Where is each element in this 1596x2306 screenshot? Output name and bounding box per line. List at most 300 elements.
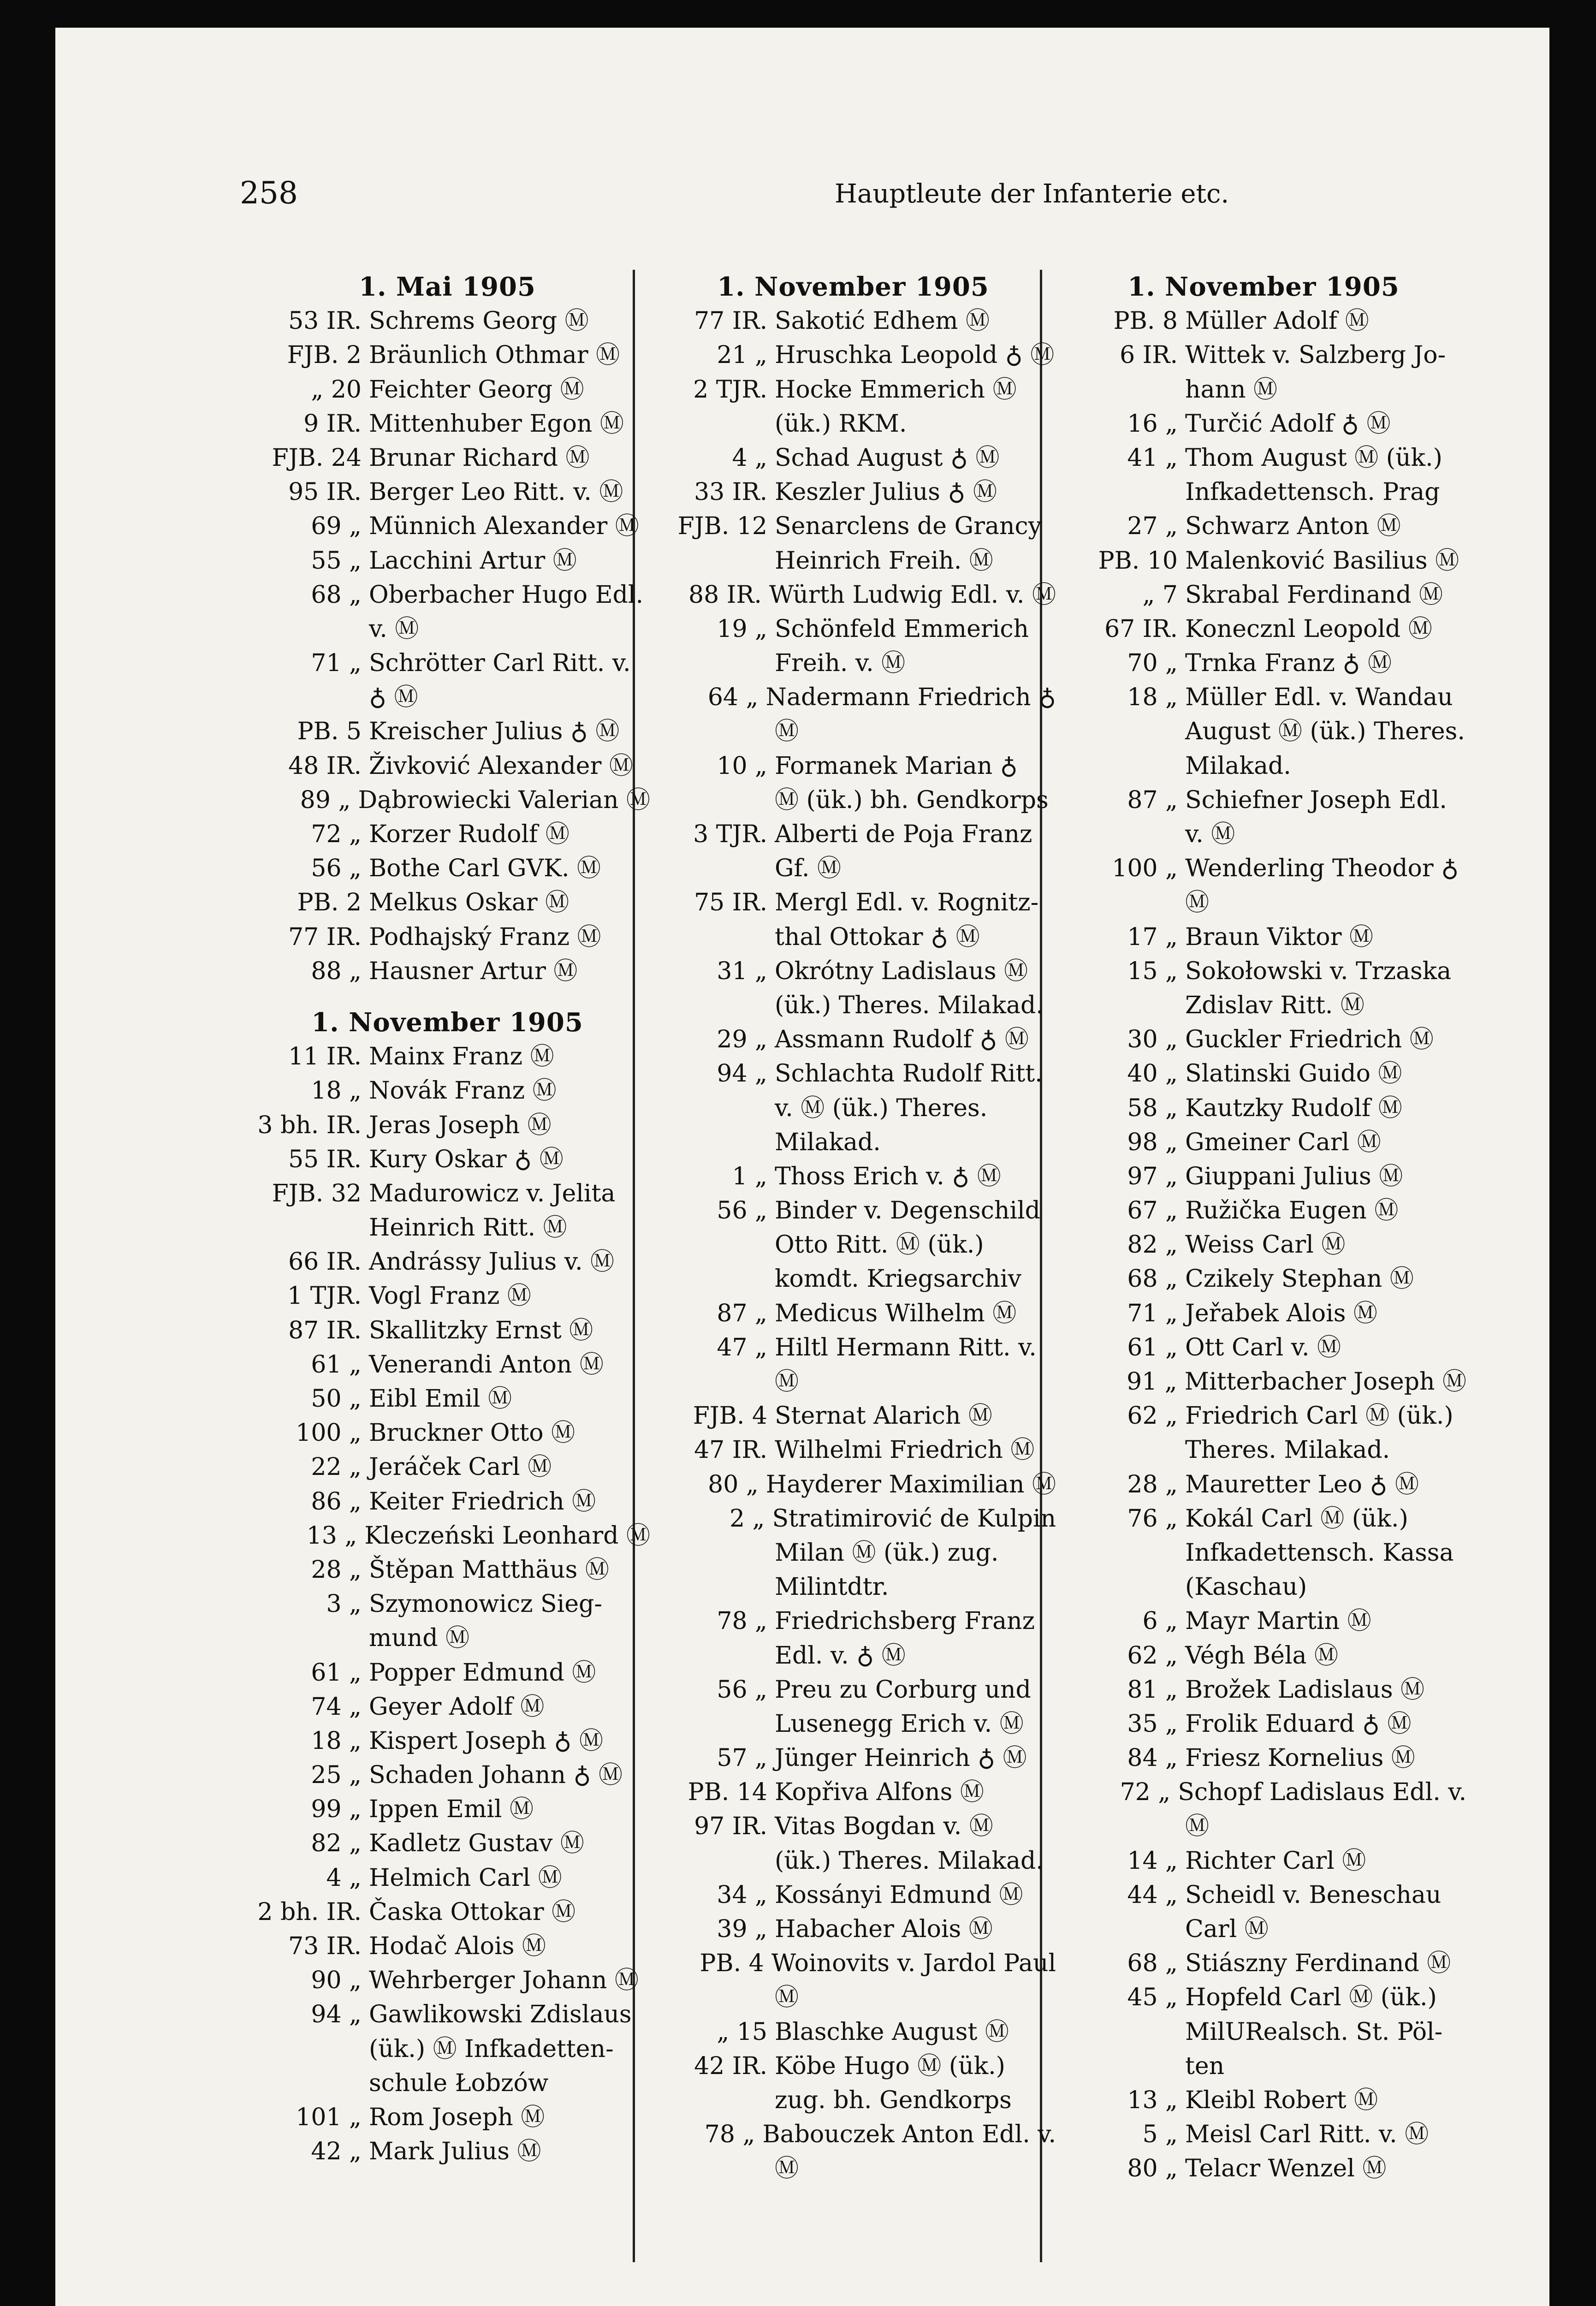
officer-entry: Thoss Erich v. ♁ Ⓜ — [775, 1162, 1001, 1190]
officer-entry: Štěpan Matthäus Ⓜ — [369, 1556, 609, 1584]
officer-entry: Živković Alexander Ⓜ — [369, 752, 633, 780]
entry-line — [240, 2100, 650, 2134]
unit-label: 42 IR. — [694, 2052, 767, 2080]
officer-entry: Würth Ludwig Edl. v. Ⓜ — [769, 581, 1056, 609]
entry-line — [646, 578, 1056, 612]
entry-line — [646, 1262, 1056, 1296]
unit-label: 68 „ — [1127, 1265, 1178, 1293]
officer-entry: Heinrich Freih. Ⓜ — [775, 547, 993, 575]
officer-entry: Popper Edmund Ⓜ — [369, 1658, 596, 1687]
unit-label: 17 „ — [1127, 923, 1178, 951]
entry-line — [1056, 1468, 1466, 1502]
officer-entry: Hopfeld Carl Ⓜ (ük.) — [1185, 1984, 1437, 2012]
officer-entry: Braun Viktor Ⓜ — [1185, 923, 1373, 951]
unit-label: 98 „ — [1127, 1128, 1178, 1156]
officer-entry: Giuppani Julius Ⓜ — [1185, 1162, 1403, 1190]
entry-line — [1056, 1741, 1466, 1775]
entry-line — [646, 1912, 1056, 1946]
officer-entry: Gmeiner Carl Ⓜ — [1185, 1128, 1381, 1156]
unit-label: 19 „ — [717, 615, 767, 643]
unit-label: 87 IR. — [288, 1316, 362, 1344]
entry-line — [646, 1809, 1056, 1843]
entry-line — [1056, 886, 1466, 920]
unit-label: 21 „ — [717, 341, 767, 369]
unit-label: 4 „ — [326, 1864, 362, 1892]
officer-entry: Ippen Emil Ⓜ — [369, 1795, 534, 1824]
unit-label: 95 IR. — [288, 478, 362, 506]
officer-entry: (ük.) Theres. Milakad. — [775, 991, 1044, 1019]
entry-line — [240, 646, 650, 680]
officer-entry: Časka Ottokar Ⓜ — [369, 1898, 576, 1926]
unit-label: 100 „ — [1112, 855, 1178, 883]
officer-entry: Telacr Wenzel Ⓜ — [1185, 2155, 1387, 2183]
officer-entry: Weiss Carl Ⓜ — [1185, 1231, 1346, 1259]
officer-entry: Melkus Oskar Ⓜ — [369, 889, 570, 917]
entry-line — [240, 1758, 650, 1792]
entry-line — [240, 1313, 650, 1348]
unit-label: 97 „ — [1127, 1162, 1178, 1190]
officer-entry: Kossányi Edmund Ⓜ — [775, 1881, 1023, 1909]
unit-label: 88 „ — [311, 957, 362, 985]
unit-label: „ 15 — [717, 2018, 767, 2046]
unit-label: 3 TJR. — [693, 820, 767, 849]
unit-label: 2 bh. IR. — [257, 1898, 362, 1926]
entry-line — [240, 407, 650, 441]
page-number: 258 — [240, 175, 298, 211]
officer-entry: Skallitzky Ernst Ⓜ — [369, 1316, 593, 1344]
entry-line — [240, 1177, 650, 1211]
entry-line — [1056, 1912, 1466, 1946]
entry-line — [240, 714, 650, 749]
entry-line — [1056, 2015, 1466, 2049]
entry-line — [240, 475, 650, 509]
unit-label: FJB. 24 — [272, 444, 362, 472]
entry-line — [646, 1878, 1056, 1912]
officer-entry: Babouczek Anton Edl. v. — [762, 2121, 1056, 2149]
running-head — [184, 175, 1444, 221]
entry-line — [240, 1587, 650, 1621]
entry-line — [646, 544, 1056, 578]
unit-label: 91 „ — [1127, 1368, 1177, 1396]
officer-entry: Friedrich Carl Ⓜ (ük.) — [1185, 1402, 1454, 1430]
officer-entry: Medicus Wilhelm Ⓜ — [775, 1299, 1017, 1327]
unit-label: 70 „ — [1127, 649, 1178, 678]
officer-entry: Wilhelmi Friedrich Ⓜ — [775, 1436, 1035, 1464]
entry-line — [240, 1040, 650, 1074]
unit-label: 41 „ — [1127, 444, 1178, 472]
unit-label: 1 „ — [732, 1162, 767, 1190]
entry-line — [240, 338, 650, 372]
officer-entry: Friedrichsberg Franz — [775, 1607, 1035, 1635]
officer-entry: Scheidl v. Beneschau — [1185, 1881, 1442, 1909]
entry-line — [646, 338, 1056, 372]
entry-line — [1056, 1809, 1466, 1843]
entry-line — [240, 1074, 650, 1108]
unit-label: PB. 8 — [1113, 307, 1178, 335]
entry-line — [1056, 646, 1466, 680]
officer-entry: Ružička Eugen Ⓜ — [1185, 1197, 1399, 1225]
officer-entry: Richter Carl Ⓜ — [1185, 1847, 1366, 1875]
section-heading: 1. November 1905 — [1127, 272, 1400, 302]
unit-label: 5 „ — [1142, 2121, 1178, 2149]
officer-entry: Milan Ⓜ (ük.) zug. — [775, 1539, 999, 1567]
officer-entry: Schrötter Carl Ritt. v. — [369, 649, 631, 678]
officer-entry: (ük.) Theres. Milakad. — [775, 1847, 1044, 1875]
officer-entry: Lacchini Artur Ⓜ — [369, 547, 577, 575]
officer-entry: Bruckner Otto Ⓜ — [369, 1419, 576, 1447]
officer-entry: Konecznl Leopold Ⓜ — [1185, 615, 1432, 643]
unit-label: 57 „ — [717, 1744, 767, 1772]
unit-label: 71 „ — [1127, 1299, 1178, 1327]
unit-label: 56 „ — [717, 1197, 767, 1225]
officer-entry: Assmann Rudolf ♁ Ⓜ — [775, 1026, 1029, 1054]
officer-entry: Brunar Richard Ⓜ — [369, 444, 590, 472]
officer-entry: August Ⓜ (ük.) Theres. — [1185, 718, 1465, 746]
officer-entry: Eibl Emil Ⓜ — [369, 1385, 512, 1413]
entry-line — [646, 886, 1056, 920]
unit-label: 80 „ — [708, 1470, 759, 1498]
entry-line — [1056, 988, 1466, 1022]
officer-entry: Skrabal Ferdinand Ⓜ — [1185, 581, 1443, 609]
officer-entry: Mayr Martin Ⓜ — [1185, 1607, 1371, 1635]
unit-label: 29 „ — [717, 1026, 767, 1054]
officer-entry: Hausner Artur Ⓜ — [369, 957, 578, 985]
entry-line — [240, 680, 650, 714]
entry-line — [1056, 1125, 1466, 1159]
entry-line — [1056, 2117, 1466, 2151]
unit-label: 9 IR. — [303, 410, 362, 438]
unit-label: 18 „ — [311, 1727, 362, 1755]
entry-line — [1056, 1844, 1466, 1878]
entry-line — [646, 407, 1056, 441]
unit-label: 4 „ — [732, 444, 767, 472]
unit-label: „ 7 — [1142, 581, 1178, 609]
entry-line — [1056, 1365, 1466, 1399]
unit-label: 77 IR. — [694, 307, 767, 335]
entry-line — [646, 1570, 1056, 1604]
entry-line — [240, 612, 650, 646]
entry-line — [646, 1707, 1056, 1741]
entry-line — [240, 441, 650, 475]
entry-line — [646, 373, 1056, 407]
officer-entry: Trnka Franz ♁ Ⓜ — [1185, 649, 1392, 678]
unit-label: 1 TJR. — [287, 1282, 362, 1310]
officer-entry: Heinrich Ritt. Ⓜ — [369, 1214, 567, 1242]
officer-entry: Preu zu Corburg und — [775, 1676, 1031, 1704]
officer-entry: Kury Oskar ♁ Ⓜ — [369, 1145, 564, 1173]
officer-entry: Nadermann Friedrich ♁ — [765, 683, 1056, 712]
unit-label: 34 „ — [717, 1881, 767, 1909]
unit-label: 47 IR. — [694, 1436, 767, 1464]
officer-entry: hann Ⓜ — [1185, 375, 1278, 404]
officer-entry: Schad August ♁ Ⓜ — [775, 444, 1000, 472]
entry-line — [1056, 1228, 1466, 1262]
officer-entry: Hodač Alois Ⓜ — [369, 1932, 546, 1961]
unit-label: PB. 4 — [700, 1949, 764, 1978]
officer-entry: Jeráček Carl Ⓜ — [369, 1453, 552, 1481]
unit-label: 2 „ — [729, 1504, 765, 1533]
officer-entry: Mainx Franz Ⓜ — [369, 1043, 554, 1071]
unit-label: 56 „ — [717, 1676, 767, 1704]
entry-line — [646, 1775, 1056, 1809]
entry-line — [240, 1861, 650, 1895]
entry-line — [646, 1468, 1056, 1502]
entry-line — [646, 1946, 1056, 1980]
entry-line — [646, 1604, 1056, 1638]
officer-entry: Senarclens de Grancy — [775, 512, 1042, 541]
entry-line — [240, 1450, 650, 1484]
unit-label: 74 „ — [311, 1693, 362, 1721]
entry-line — [646, 2151, 1056, 2186]
entry-line — [1056, 1673, 1466, 1707]
entry-line — [646, 1091, 1056, 1125]
unit-label: 22 „ — [311, 1453, 362, 1481]
officer-entry: Podhajský Franz Ⓜ — [369, 923, 601, 951]
unit-label: 73 IR. — [288, 1932, 362, 1961]
section-heading: 1. November 1905 — [717, 272, 989, 302]
entry-line — [1056, 714, 1466, 749]
unit-label: 3 bh. IR. — [257, 1111, 362, 1139]
unit-label: PB. 5 — [297, 718, 362, 746]
officer-entry: thal Ottokar ♁ Ⓜ — [775, 923, 980, 951]
entry-line — [1056, 1433, 1466, 1467]
entry-line — [646, 1844, 1056, 1878]
unit-label: FJB. 12 — [677, 512, 767, 541]
officer-entry: mund Ⓜ — [369, 1624, 470, 1652]
officer-entry: Ⓜ — [1185, 889, 1210, 917]
entry-line — [240, 1142, 650, 1177]
officer-entry: Schwarz Anton Ⓜ — [1185, 512, 1401, 541]
entry-line — [646, 954, 1056, 988]
entry-line — [1056, 1091, 1466, 1125]
officer-entry: Habacher Alois Ⓜ — [775, 1915, 993, 1943]
entry-line — [1056, 1194, 1466, 1228]
entry-line — [240, 1724, 650, 1758]
entry-line — [646, 783, 1056, 817]
unit-label: 13 „ — [1127, 2086, 1178, 2114]
entry-line — [646, 475, 1056, 509]
officer-entry: Brožek Ladislaus Ⓜ — [1185, 1676, 1425, 1704]
officer-entry: Geyer Adolf Ⓜ — [369, 1693, 545, 1721]
unit-label: 64 „ — [707, 683, 759, 712]
officer-entry: Theres. Milakad. — [1185, 1436, 1390, 1464]
entry-line — [646, 1022, 1056, 1057]
officer-entry: Kleibl Robert Ⓜ — [1185, 2086, 1378, 2114]
unit-label: 53 IR. — [288, 307, 362, 335]
entry-line — [240, 1108, 650, 1142]
unit-label: 82 „ — [311, 1830, 362, 1858]
officer-entry: Müller Adolf Ⓜ — [1185, 307, 1369, 335]
entry-line — [646, 1741, 1056, 1775]
officer-entry: Schaden Johann ♁ Ⓜ — [369, 1761, 623, 1789]
officer-entry: v. Ⓜ — [369, 615, 419, 643]
officer-entry: v. Ⓜ (ük.) Theres. — [775, 1094, 988, 1122]
officer-entry: Binder v. Degenschild — [775, 1197, 1040, 1225]
entry-line — [240, 1690, 650, 1724]
unit-label: 44 „ — [1127, 1881, 1178, 1909]
entry-line — [1056, 2049, 1466, 2083]
officer-entry: Sokołowski v. Trzaska — [1185, 957, 1452, 985]
officer-entry: Dąbrowiecki Valerian Ⓜ — [358, 786, 650, 814]
officer-entry: Bräunlich Othmar Ⓜ — [369, 341, 620, 369]
entry-line — [240, 1416, 650, 1450]
entry-line — [1056, 1536, 1466, 1570]
officer-entry: Madurowicz v. Jelita — [369, 1179, 616, 1207]
unit-label: 16 „ — [1127, 410, 1178, 438]
unit-label: 14 „ — [1127, 1847, 1178, 1875]
entry-line — [1056, 783, 1466, 817]
officer-entry: Kreischer Julius ♁ Ⓜ — [369, 718, 620, 746]
officer-entry: Helmich Carl Ⓜ — [369, 1864, 562, 1892]
entry-line — [240, 1997, 650, 2032]
entry-line — [1056, 475, 1466, 509]
unit-label: 62 „ — [1127, 1641, 1178, 1670]
entry-line — [646, 646, 1056, 680]
officer-entry: (Kaschau) — [1185, 1573, 1307, 1601]
officer-entry: Hocke Emmerich Ⓜ — [775, 375, 1017, 404]
section-spacer — [240, 988, 650, 1005]
unit-label: 55 IR. — [288, 1145, 362, 1173]
entry-line — [240, 544, 650, 578]
officer-entry: (ük.) Ⓜ Infkadetten- — [369, 2035, 614, 2063]
unit-label: 90 „ — [311, 1967, 362, 1995]
officer-entry: Wenderling Theodor ♁ — [1185, 855, 1459, 883]
officer-entry: Woinovits v. Jardol Paul — [771, 1949, 1056, 1978]
entry-line — [240, 373, 650, 407]
unit-label: 68 „ — [311, 581, 362, 609]
entry-line — [1056, 1604, 1466, 1638]
entry-line — [1056, 1296, 1466, 1331]
unit-label: 61 „ — [311, 1350, 362, 1379]
officer-entry: Schlachta Rudolf Ritt. — [775, 1060, 1043, 1088]
unit-label: „ 20 — [311, 375, 362, 404]
entry-line — [1056, 1159, 1466, 1194]
officer-entry: Bothe Carl GVK. Ⓜ — [369, 855, 601, 883]
unit-label: 81 „ — [1127, 1676, 1178, 1704]
entry-line — [646, 1296, 1056, 1331]
officer-entry: Edl. v. ♁ Ⓜ — [775, 1641, 906, 1670]
officer-entry: MilURealsch. St. Pöl- — [1185, 2018, 1443, 2046]
unit-label: 78 „ — [717, 1607, 767, 1635]
entry-line — [646, 714, 1056, 749]
officer-entry: Vitas Bogdan v. Ⓜ — [775, 1813, 993, 1841]
entry-line — [646, 2049, 1056, 2083]
entry-line — [1056, 1639, 1466, 1673]
entry-line — [646, 1536, 1056, 1570]
unit-label: 47 „ — [717, 1333, 767, 1361]
section-heading: 1. November 1905 — [311, 1007, 583, 1038]
unit-label: 3 „ — [326, 1590, 362, 1618]
officer-entry: Venerandi Anton Ⓜ — [369, 1350, 604, 1379]
entry-line — [1056, 1946, 1466, 1980]
entry-line — [240, 1211, 650, 1245]
entry-line — [1056, 851, 1466, 886]
entry-line — [646, 680, 1056, 714]
officer-entry: Andrássy Julius v. Ⓜ — [369, 1248, 615, 1276]
officer-entry: Ⓜ — [775, 1368, 799, 1396]
officer-entry: Korzer Rudolf Ⓜ — [369, 820, 570, 849]
unit-label: 10 „ — [717, 752, 767, 780]
unit-label: 62 „ — [1127, 1402, 1178, 1430]
officer-entry: Gf. Ⓜ — [775, 855, 841, 883]
officer-entry: (ük.) RKM. — [775, 410, 907, 438]
officer-entry: Mauretter Leo ♁ Ⓜ — [1185, 1470, 1419, 1498]
unit-label: 6 „ — [1142, 1607, 1178, 1635]
officer-entry: Schiefner Joseph Edl. — [1185, 786, 1447, 814]
officer-entry: Müller Edl. v. Wandau — [1185, 683, 1453, 712]
unit-label: 67 IR. — [1104, 615, 1178, 643]
officer-entry: Mitterbacher Joseph Ⓜ — [1184, 1368, 1466, 1396]
entry-line — [1056, 1502, 1466, 1536]
entry-line — [646, 817, 1056, 851]
unit-label: 72 „ — [1120, 1778, 1171, 1807]
entry-line — [1056, 1331, 1466, 1365]
entry-line — [646, 441, 1056, 475]
officer-entry: Kleczeński Leonhard Ⓜ — [364, 1521, 650, 1550]
unit-label: 48 IR. — [288, 752, 362, 780]
entry-line — [240, 2032, 650, 2066]
unit-label: 35 „ — [1127, 1710, 1178, 1738]
entry-line — [646, 1125, 1056, 1159]
entry-line — [1056, 1980, 1466, 2015]
officer-entry: Ⓜ — [775, 2155, 799, 2183]
entry-line — [1056, 509, 1466, 543]
officer-entry: Schönfeld Emmerich — [775, 615, 1029, 643]
officer-entry: Ⓜ (ük.) bh. Gendkorps — [775, 786, 1049, 814]
entry-line — [646, 1980, 1056, 2015]
unit-label: 18 „ — [1127, 683, 1178, 712]
officer-entry: ♁ Ⓜ — [369, 683, 418, 712]
officer-entry: Hiltl Hermann Ritt. v. — [775, 1333, 1037, 1361]
entry-line — [240, 1553, 650, 1587]
officer-entry: Slatinski Guido Ⓜ — [1185, 1060, 1402, 1088]
entry-line — [240, 954, 650, 988]
unit-label: FJB. 2 — [287, 341, 362, 369]
entry-line — [240, 886, 650, 920]
officer-entry: Jünger Heinrich ♁ Ⓜ — [775, 1744, 1027, 1772]
officer-entry: Berger Leo Ritt. v. Ⓜ — [369, 478, 623, 506]
unit-label: 50 „ — [311, 1385, 362, 1413]
officer-entry: Keszler Julius ♁ Ⓜ — [775, 478, 997, 506]
officer-entry: Alberti de Poja Franz — [775, 820, 1032, 849]
unit-label: 56 „ — [311, 855, 362, 883]
officer-entry: Keiter Friedrich Ⓜ — [369, 1487, 596, 1516]
officer-entry: Milintdtr. — [775, 1573, 889, 1601]
entry-line — [646, 1331, 1056, 1365]
officer-entry: Czikely Stephan Ⓜ — [1185, 1265, 1414, 1293]
unit-label: 88 IR. — [688, 581, 762, 609]
unit-label: 101 „ — [296, 2103, 362, 2131]
entry-line — [646, 1639, 1056, 1673]
unit-label: 27 „ — [1127, 512, 1178, 541]
entry-line — [240, 817, 650, 851]
officer-entry: Feichter Georg Ⓜ — [369, 375, 584, 404]
entry-line — [1056, 1399, 1466, 1433]
entry-line — [646, 2083, 1056, 2117]
officer-entry: Blaschke August Ⓜ — [775, 2018, 1009, 2046]
entry-line — [240, 851, 650, 886]
officer-entry: Formanek Marian ♁ — [775, 752, 1018, 780]
entry-line — [646, 1057, 1056, 1091]
unit-label: 28 „ — [1127, 1470, 1178, 1498]
column-3 — [1056, 270, 1466, 2186]
officer-entry: Novák Franz Ⓜ — [369, 1077, 557, 1105]
officer-entry: Schopf Ladislaus Edl. v. — [1178, 1778, 1466, 1807]
entry-line — [240, 1348, 650, 1382]
entry-line — [646, 1673, 1056, 1707]
officer-entry: Meisl Carl Ritt. v. Ⓜ — [1185, 2121, 1429, 2149]
entry-line — [1056, 612, 1466, 646]
